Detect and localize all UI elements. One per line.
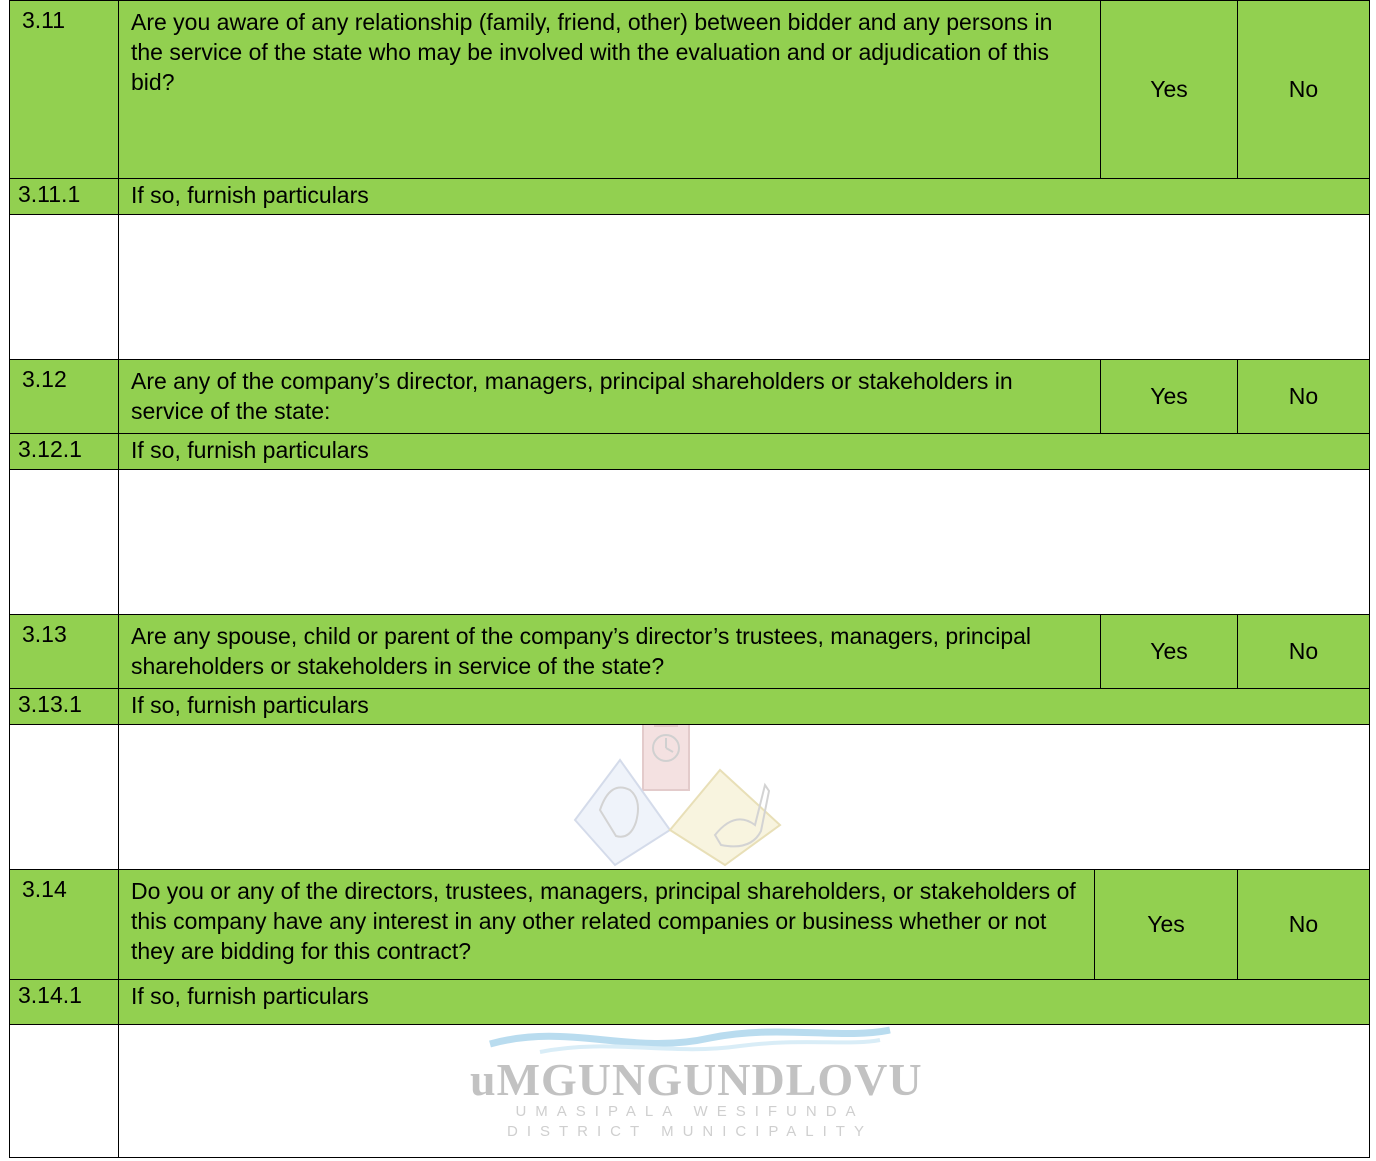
particulars-answer-field[interactable] — [118, 1024, 1370, 1158]
particulars-answer-field[interactable] — [118, 214, 1370, 360]
yes-option[interactable]: Yes — [1100, 0, 1238, 179]
sub-question-text: If so, furnish particulars — [118, 979, 1370, 1025]
question-text: Do you or any of the directors, trustees, managers, principal shareholders, or stakeholders of this company have any interest in any other related companies or business whether or not they are bidding for this contract? — [118, 869, 1095, 980]
no-option[interactable]: No — [1237, 614, 1370, 689]
yes-option[interactable]: Yes — [1094, 869, 1238, 980]
question-text: Are any of the company’s director, managers, principal shareholders or stakeholders in service of the state: — [118, 359, 1101, 434]
particulars-answer-field[interactable] — [118, 469, 1370, 615]
question-text: Are you aware of any relationship (family, friend, other) between bidder and any persons in the service of the state who may be involved with the evaluation and or adjudication of this bid? — [118, 0, 1101, 179]
question-number: 3.13 — [9, 614, 119, 689]
particulars-number-cell — [9, 724, 119, 870]
particulars-number-cell — [9, 1024, 119, 1158]
sub-question-number: 3.12.1 — [9, 433, 119, 470]
no-option[interactable]: No — [1237, 0, 1370, 179]
declaration-table — [9, 0, 1370, 1158]
watermark-name: uMGUNGUNDLOVU — [470, 1054, 923, 1105]
sub-question-text: If so, furnish particulars — [118, 433, 1370, 470]
particulars-number-cell — [9, 214, 119, 360]
watermark-line1: UMASIPALA WESIFUNDA — [515, 1103, 865, 1120]
question-number: 3.11 — [9, 0, 119, 179]
no-option[interactable]: No — [1237, 359, 1370, 434]
watermark-line2: DISTRICT MUNICIPALITY — [507, 1123, 873, 1140]
question-text: Are any spouse, child or parent of the company’s director’s trustees, managers, principal shareholders or stakeholders in service of the state? — [118, 614, 1101, 689]
question-number: 3.14 — [9, 869, 119, 980]
no-option[interactable]: No — [1237, 869, 1370, 980]
sub-question-number: 3.14.1 — [9, 979, 119, 1025]
particulars-number-cell — [9, 469, 119, 615]
sub-question-text: If so, furnish particulars — [118, 178, 1370, 215]
sub-question-number: 3.11.1 — [9, 178, 119, 215]
question-number: 3.12 — [9, 359, 119, 434]
sub-question-number: 3.13.1 — [9, 688, 119, 725]
yes-option[interactable]: Yes — [1100, 359, 1238, 434]
yes-option[interactable]: Yes — [1100, 614, 1238, 689]
sub-question-text: If so, furnish particulars — [118, 688, 1370, 725]
particulars-answer-field[interactable] — [118, 724, 1370, 870]
